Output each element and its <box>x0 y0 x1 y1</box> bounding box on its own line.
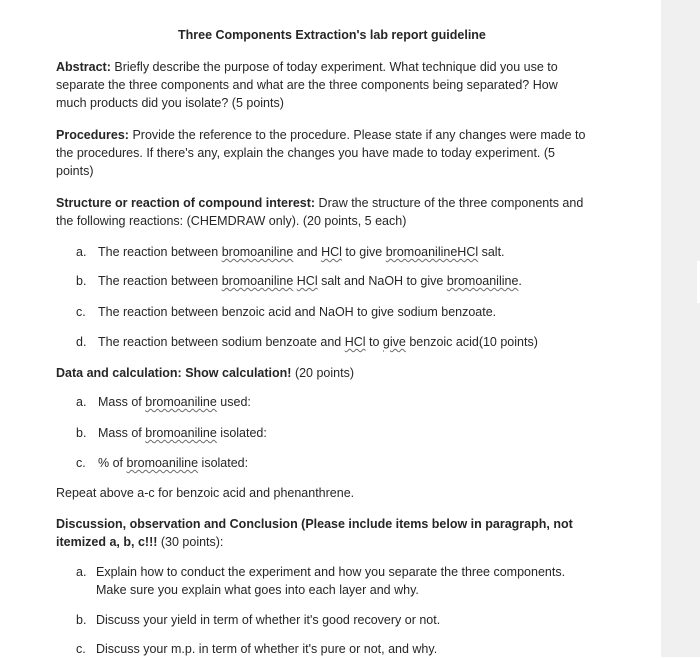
abstract-heading: Abstract: <box>56 60 111 74</box>
misspelled-word: bromoaniline <box>221 274 294 288</box>
data-calc-item-b: Mass of bromoaniline isolated: <box>98 426 267 440</box>
list-label: b. <box>76 613 87 627</box>
data-calc-item-a: Mass of bromoaniline used: <box>98 395 251 409</box>
list-label: c. <box>76 305 86 319</box>
discussion-heading-line-2 <box>56 533 223 551</box>
misspelled-word: HCl <box>321 245 342 259</box>
scrollbar-gutter <box>661 0 700 657</box>
data-calc-heading-line <box>56 364 354 382</box>
misspelled-word: bromoaniline <box>126 456 199 470</box>
misspelled-word: HCl <box>296 274 318 288</box>
data-calc-points: (20 points) <box>291 366 354 380</box>
misspelled-word: bromoaniline <box>145 426 217 440</box>
discussion-heading-1: Discussion, observation and Conclusion (Please include items below in paragraph, not <box>56 517 573 531</box>
structure-item-c: The reaction between benzoic acid and NaOH to give sodium benzoate. <box>98 305 497 319</box>
structure-item-d: The reaction between sodium benzoate and HCl to give benzoic acid(10 points) <box>98 335 538 349</box>
misspelled-word: HCl <box>344 335 366 349</box>
abstract-line-2: separate the three components and what are the three components being separated? How <box>56 78 558 92</box>
structure-item-a: The reaction between bromoaniline and HCl to give bromoanilineHCl salt. <box>98 245 505 259</box>
list-label: b. <box>76 426 87 440</box>
structure-item-b: The reaction between bromoaniline HCl salt and NaOH to give bromoaniline. <box>98 274 522 288</box>
discussion-heading-2: itemized a, b, c!!! <box>56 535 158 549</box>
misspelled-word: bromoanilineHCl <box>385 245 479 259</box>
list-label: a. <box>76 245 87 259</box>
abstract-text: Briefly describe the purpose of today experiment. What technique did you use to <box>114 60 558 74</box>
data-calc-item-c: % of bromoaniline isolated: <box>98 456 249 470</box>
discussion-item-c: Discuss your m.p. in term of whether it's pure or not, and why. <box>96 642 438 656</box>
list-label: b. <box>76 274 87 288</box>
list-label: a. <box>76 395 87 409</box>
procedures-line-1 <box>56 126 585 144</box>
misspelled-word: give <box>382 335 406 349</box>
page-title: Three Components Extraction's lab report guideline <box>178 28 486 42</box>
structure-text: Draw the structure of the three components and <box>318 196 584 210</box>
data-calc-heading: Data and calculation: Show calculation! <box>56 366 292 380</box>
procedures-line-3: points) <box>56 164 94 178</box>
abstract-line-3: much products did you isolate? (5 points) <box>56 96 284 110</box>
procedures-line-2: the procedures. If there's any, explain the changes you have made to today experiment. (5 <box>56 146 555 160</box>
abstract-line-1 <box>56 58 558 76</box>
misspelled-word: bromoaniline <box>221 245 294 259</box>
list-label: a. <box>76 565 87 579</box>
discussion-heading-line-1 <box>56 515 573 533</box>
list-label: c. <box>76 642 86 656</box>
discussion-item-a-line-2: Make sure you explain what goes into each layer and why. <box>96 583 419 597</box>
structure-heading: Structure or reaction of compound interest: <box>56 196 316 210</box>
misspelled-word: bromoaniline <box>145 395 217 409</box>
structure-line-1 <box>56 194 583 212</box>
list-label: d. <box>76 335 87 349</box>
list-label: c. <box>76 456 86 470</box>
discussion-item-b: Discuss your yield in term of whether it's good recovery or not. <box>96 613 441 627</box>
repeat-note: Repeat above a-c for benzoic acid and phenanthrene. <box>56 486 355 500</box>
discussion-item-a-line-1: Explain how to conduct the experiment and how you separate the three components. <box>96 565 566 579</box>
misspelled-word: bromoaniline <box>446 274 519 288</box>
discussion-points: (30 points): <box>157 535 224 549</box>
procedures-heading: Procedures: <box>56 128 129 142</box>
structure-line-2: the following reactions: (CHEMDRAW only). (20 points, 5 each) <box>56 214 407 228</box>
procedures-text: Provide the reference to the procedure. Please state if any changes were made to <box>132 128 586 142</box>
